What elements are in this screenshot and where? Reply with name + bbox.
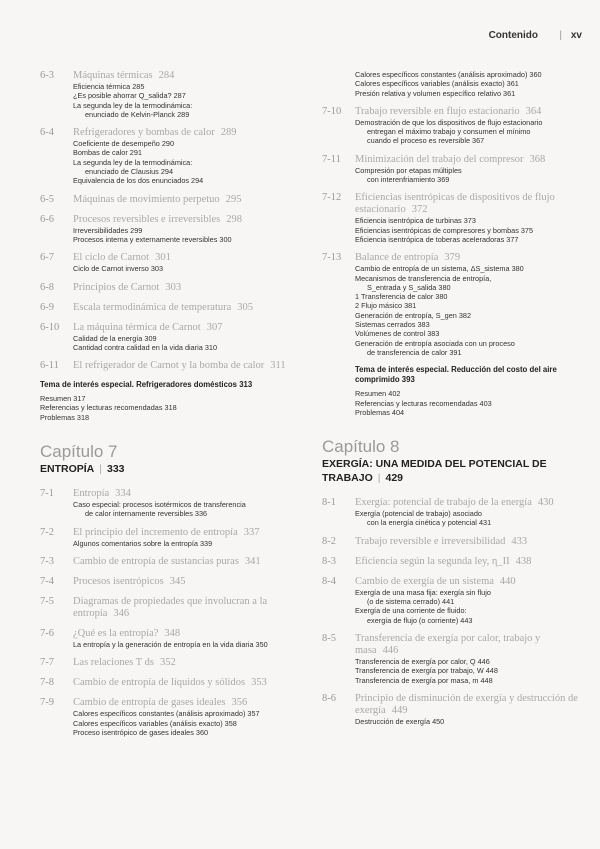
section-page: 364 xyxy=(525,105,542,117)
section-page: 353 xyxy=(251,677,267,689)
toc-section xyxy=(40,596,295,620)
section-page: 301 xyxy=(155,252,171,264)
chapter-heading xyxy=(40,442,295,476)
toc-subentry: cuando el proceso es reversible 367 xyxy=(367,136,485,146)
toc-subentry: Sistemas cerrados 383 xyxy=(355,320,430,330)
section-number: 7-9 xyxy=(40,697,54,709)
section-number: 7-10 xyxy=(322,105,342,117)
toc-section xyxy=(40,322,295,353)
section-number: 7-5 xyxy=(40,595,54,607)
special-topic: Tema de interés especial. Refrigeradores domésticos 313 xyxy=(40,380,253,390)
toc-section xyxy=(322,106,584,146)
misc-item: Referencias y lecturas recomendadas 403 xyxy=(355,398,492,408)
section-title: Minimización del trabajo del compresor 368 xyxy=(355,153,546,165)
section-page: 368 xyxy=(529,153,546,165)
toc-section xyxy=(40,527,295,548)
section-number: 8-1 xyxy=(322,497,336,509)
chapter-title: ENTROPÍA | 333 xyxy=(40,463,125,476)
section-title: Escala termodinámica de temperatura 305 xyxy=(73,301,254,313)
section-title: El refrigerador de Carnot y la bomba de calor 311 xyxy=(73,360,286,372)
toc-subentry: Calores específicos constantes (análisis aproximado) 357 xyxy=(73,709,260,719)
misc-item: Problemas 318 xyxy=(40,412,90,422)
misc-item: Problemas 404 xyxy=(355,407,405,417)
toc-subentry: 2 Flujo másico 381 xyxy=(355,301,417,311)
toc-section xyxy=(40,556,295,568)
section-number: 8-2 xyxy=(322,535,336,547)
section-number: 6-10 xyxy=(40,321,60,333)
toc-section xyxy=(322,576,584,625)
toc-section xyxy=(40,697,295,737)
section-title: Máquinas térmicas 284 xyxy=(73,70,175,81)
toc-subentry: exergía de flujo (o corriente) 443 xyxy=(367,615,473,625)
section-page: 440 xyxy=(499,575,516,587)
right-sections-a xyxy=(322,106,584,357)
special-topic: Tema de interés especial. Reducción del costo del aire comprimido 393 xyxy=(355,365,557,385)
toc-section xyxy=(322,633,584,685)
section-page: 430 xyxy=(537,497,554,509)
toc-section xyxy=(40,360,295,372)
section-page: 303 xyxy=(165,281,182,293)
section-title: Eficiencias isentrópicas de dispositivos de flujo estacionario 372 xyxy=(355,192,555,216)
section-page: 305 xyxy=(237,301,254,313)
section-title: Máquinas de movimiento perpetuo 295 xyxy=(73,193,242,205)
section-title: Entropía 334 xyxy=(73,488,131,500)
toc-section xyxy=(40,252,295,273)
toc-subentry: Cambio de entropía de un sistema, ΔS_sistema 380 xyxy=(355,264,524,274)
section-number: 8-4 xyxy=(322,575,336,587)
section-number: 6-3 xyxy=(40,70,54,81)
toc-subentry: 1 Transferencia de calor 380 xyxy=(355,292,448,302)
toc-section xyxy=(322,556,584,568)
page-header xyxy=(0,30,600,46)
section-number: 7-8 xyxy=(40,677,54,689)
section-page: 348 xyxy=(164,627,181,639)
toc-subentry: Demostración de que los dispositivos de flujo estacionario xyxy=(355,117,543,127)
section-title: Transferencia de exergía por calor, trabajo y masa 446 xyxy=(355,632,541,656)
section-page: 449 xyxy=(391,704,408,716)
section-number: 7-7 xyxy=(40,657,54,669)
section-number: 7-12 xyxy=(322,192,342,204)
left-column xyxy=(40,70,295,745)
toc-subentry: Destrucción de exergía 450 xyxy=(355,716,445,726)
continued-subsections xyxy=(322,70,584,98)
section-title: Eficiencia según la segunda ley, η_II 438 xyxy=(355,555,532,567)
section-page: 341 xyxy=(244,555,261,567)
section-title: Trabajo reversible e irreversibilidad 433 xyxy=(355,535,528,547)
misc-item: Resumen 402 xyxy=(355,389,401,399)
misc-item: Resumen 317 xyxy=(40,394,86,404)
toc-section xyxy=(40,70,295,119)
section-page: 334 xyxy=(115,488,131,500)
toc-subentry: con la energía cinética y potencial 431 xyxy=(367,518,492,528)
chapter-label: Capítulo 8 xyxy=(322,437,400,457)
toc-subentry: Exergía (potencial de trabajo) asociado xyxy=(355,509,482,519)
toc-subentry: Algunos comentarios sobre la entropía 339 xyxy=(73,538,213,548)
section-page: 372 xyxy=(411,204,428,216)
toc-section xyxy=(40,657,295,669)
section-page: 356 xyxy=(231,697,248,709)
section-number: 6-4 xyxy=(40,127,54,139)
section-page: 289 xyxy=(220,127,237,139)
section-number: 6-5 xyxy=(40,193,54,205)
chapter-heading xyxy=(322,437,584,485)
toc-subentry: Eficiencias isentrópicas de compresores y bombas 375 xyxy=(355,225,534,235)
section-title: Procesos isentrópicos 345 xyxy=(73,575,186,587)
toc-subentry: enunciado de Kelvin-Planck 289 xyxy=(85,109,190,119)
toc-subentry: Eficiencia isentrópica de turbinas 373 xyxy=(355,216,476,226)
misc-item: Referencias y lecturas recomendadas 318 xyxy=(40,403,177,413)
toc-subentry: Compresión por etapas múltiples xyxy=(355,165,462,175)
section-number: 6-11 xyxy=(40,360,59,372)
toc-subentry: La segunda ley de la termodinámica: xyxy=(73,157,193,167)
section-page: 345 xyxy=(169,575,186,587)
section-title: Procesos reversibles e irreversibles 298 xyxy=(73,213,242,225)
section-number: 6-9 xyxy=(40,301,54,313)
section-title: Principio de disminución de exergía y destrucción de exergía 449 xyxy=(355,692,578,716)
section-page: 346 xyxy=(113,607,130,619)
section-title: Principios de Carnot 303 xyxy=(73,281,182,293)
toc-section xyxy=(322,252,584,357)
right-column xyxy=(322,70,584,734)
toc-section xyxy=(322,154,584,185)
left-sections-b xyxy=(40,488,295,737)
section-title: El ciclo de Carnot 301 xyxy=(73,252,171,264)
toc-subentry: Mecanismos de transferencia de entropía, xyxy=(355,273,492,283)
toc-subentry: Transferencia de exergía por trabajo, W 448 xyxy=(355,666,498,676)
toc-section xyxy=(322,693,584,726)
section-page: 352 xyxy=(159,657,176,669)
toc-section xyxy=(40,214,295,245)
toc-subentry: Irreversibilidades 299 xyxy=(73,225,143,235)
section-number: 7-1 xyxy=(40,488,54,500)
section-page: 337 xyxy=(243,526,260,538)
section-title: El principio del incremento de entropía 337 xyxy=(73,526,260,538)
toc-subentry: enunciado de Clausius 294 xyxy=(85,167,174,177)
toc-subentry: con interenfriamiento 369 xyxy=(367,175,450,185)
section-number: 7-11 xyxy=(322,153,341,165)
toc-section xyxy=(322,497,584,528)
section-number: 6-7 xyxy=(40,252,54,264)
toc-section xyxy=(40,488,295,519)
right-sections-b xyxy=(322,497,584,726)
section-title: Cambio de entropía de líquidos y sólidos 353 xyxy=(73,677,267,689)
toc-subentry: Bombas de calor 291 xyxy=(73,148,142,158)
toc-subentry: Procesos interna y externamente reversibles 300 xyxy=(73,234,232,244)
section-page: 298 xyxy=(226,213,242,225)
section-title: Cambio de entropía de gases ideales 356 xyxy=(73,697,248,709)
toc-section xyxy=(40,282,295,294)
toc-subentry: Calores específicos variables (análisis exacto) 361 xyxy=(355,79,519,89)
header-title: Contenido xyxy=(488,30,538,41)
toc-subentry: Volúmenes de control 383 xyxy=(355,329,440,339)
toc-subentry: Exergía de una masa fija: exergía sin flujo xyxy=(355,587,491,597)
section-title: La máquina térmica de Carnot 307 xyxy=(73,321,223,333)
left-sections-a xyxy=(40,70,295,372)
toc-subentry: La segunda ley de la termodinámica: xyxy=(73,100,193,110)
toc-section xyxy=(40,677,295,689)
toc-subentry: Eficiencia isentrópica de toberas aceleradoras 377 xyxy=(355,234,519,244)
section-page: 446 xyxy=(382,644,399,656)
toc-subentry: Transferencia de exergía por calor, Q 446 xyxy=(355,656,490,666)
section-page: 284 xyxy=(158,70,175,81)
section-number: 7-6 xyxy=(40,627,54,639)
header-page-number: xv xyxy=(570,30,582,41)
section-number: 8-5 xyxy=(322,632,336,644)
section-number: 7-2 xyxy=(40,526,54,538)
section-title: ¿Qué es la entropía? 348 xyxy=(73,627,181,639)
toc-subentry: S_entrada y S_salida 380 xyxy=(367,282,451,292)
section-number: 6-6 xyxy=(40,213,54,225)
toc-section xyxy=(322,192,584,244)
section-number: 7-13 xyxy=(322,252,342,264)
section-page: 438 xyxy=(515,555,532,567)
toc-subentry: Calores específicos constantes (análisis aproximado) 360 xyxy=(355,70,542,79)
section-title: Las relaciones T ds 352 xyxy=(73,657,176,669)
section-title: Cambio de exergía de un sistema 440 xyxy=(355,575,516,587)
toc-subentry: de transferencia de calor 391 xyxy=(367,347,462,357)
section-title: Cambio de entropía de sustancias puras 341 xyxy=(73,555,261,567)
section-number: 7-3 xyxy=(40,555,54,567)
toc-subentry: de calor internamente reversibles 336 xyxy=(85,509,208,519)
toc-subentry: (o de sistema cerrado) 441 xyxy=(367,597,455,607)
toc-section xyxy=(40,576,295,588)
toc-subentry: Generación de entropía asociada con un proceso xyxy=(355,338,515,348)
toc-subentry: Calores específicos variables (análisis exacto) 358 xyxy=(73,718,237,728)
section-page: 311 xyxy=(270,360,286,372)
section-number: 7-4 xyxy=(40,575,54,587)
chapter-label: Capítulo 7 xyxy=(40,442,118,462)
toc-section xyxy=(40,127,295,185)
toc-subentry: Transferencia de exergía por masa, m 448 xyxy=(355,675,493,685)
section-title: Exergía: potencial de trabajo de la energía 430 xyxy=(355,497,554,509)
toc-subentry: Exergía de una corriente de fluido: xyxy=(355,606,467,616)
toc-section xyxy=(40,302,295,314)
header-separator: | xyxy=(559,30,562,41)
toc-subentry: Presión relativa y volumen específico relativo 361 xyxy=(355,88,516,98)
section-number: 8-6 xyxy=(322,692,336,704)
toc-subentry: Eficiencia térmica 285 xyxy=(73,82,145,91)
section-title: Refrigeradores y bombas de calor 289 xyxy=(73,127,237,139)
section-title: Diagramas de propiedades que involucran a la entropía 346 xyxy=(73,595,268,619)
toc-section xyxy=(322,536,584,548)
toc-subentry: La entropía y la generación de entropía en la vida diaria 350 xyxy=(73,639,268,649)
toc-subentry: Caso especial: procesos isotérmicos de transferencia xyxy=(73,500,246,510)
section-page: 307 xyxy=(206,321,223,333)
toc-subentry: ¿Es posible ahorrar Q_salida? 287 xyxy=(73,91,186,101)
chapter-misc xyxy=(40,394,295,422)
toc-subentry: entregan el máximo trabajo y consumen el mínimo xyxy=(367,127,531,137)
section-title: Trabajo reversible en flujo estacionario 364 xyxy=(355,105,542,117)
toc-subentry: Calidad de la energía 309 xyxy=(73,333,157,343)
chapter-misc xyxy=(322,389,584,417)
toc-subentry: Equivalencia de los dos enunciados 294 xyxy=(73,176,204,186)
toc-subentry: Generación de entropía, S_gen 382 xyxy=(355,310,472,320)
section-number: 8-3 xyxy=(322,555,336,567)
toc-subentry: Cantidad contra calidad en la vida diaria 310 xyxy=(73,342,218,352)
toc-subentry: Proceso isentrópico de gases ideales 360 xyxy=(73,727,209,737)
chapter-title: EXERGÍA: UNA MEDIDA DEL POTENCIAL DE TRABAJO | 429 xyxy=(322,458,547,485)
section-number: 6-8 xyxy=(40,281,54,293)
toc-section xyxy=(40,194,295,206)
section-title: Balance de entropía 379 xyxy=(355,252,461,264)
toc-subentry: Ciclo de Carnot inverso 303 xyxy=(73,264,164,274)
section-page: 379 xyxy=(444,252,461,264)
toc-section xyxy=(40,628,295,649)
section-page: 295 xyxy=(225,193,242,205)
section-page: 433 xyxy=(511,535,528,547)
toc-subentry: Coeficiente de desempeño 290 xyxy=(73,139,175,149)
